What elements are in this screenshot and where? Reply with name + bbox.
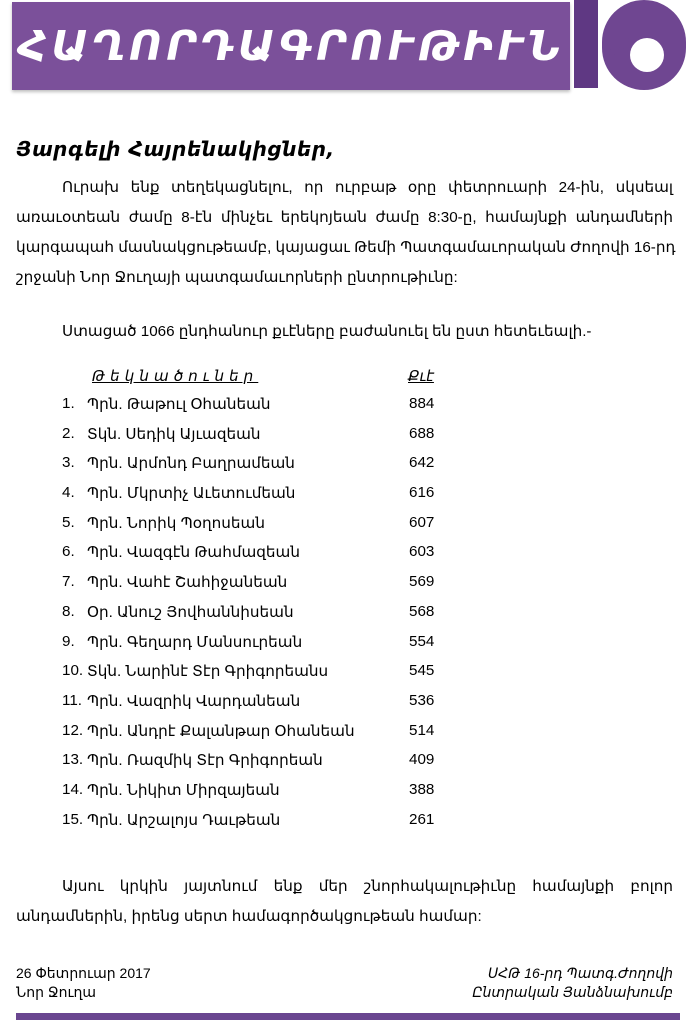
- candidate-name: Պրն. Նիկիտ Միրզայեան: [87, 781, 280, 799]
- row-number: 12.: [62, 721, 84, 739]
- footer-signature: [472, 964, 673, 1002]
- thanks-paragraph: [16, 872, 673, 932]
- row-number: 7.: [62, 573, 75, 591]
- vote-count: 603: [409, 543, 435, 561]
- results-table: [62, 365, 482, 840]
- vote-count: 616: [409, 484, 435, 502]
- results-table-header: [62, 365, 482, 395]
- check-mark-icon: [604, 36, 630, 64]
- row-number: 13.: [62, 751, 84, 769]
- row-number: 5.: [62, 513, 75, 531]
- footer-place: Նոր Ջուղա: [16, 984, 97, 1000]
- paragraph-line: անդամներին, իրենց սերտ համագործակցութեան համար:: [16, 908, 482, 925]
- candidate-name: Պրն. Նորիկ Պօղոսեան: [87, 514, 265, 532]
- candidate-name: Պրն. Վահէ Շահիջանեան: [87, 574, 288, 592]
- table-row: [62, 781, 482, 811]
- vote-count: 409: [409, 751, 435, 769]
- footer-org-line1: ՍՀԹ 16-րդ Պատգ.Ժողովի: [488, 965, 673, 981]
- row-number: 14.: [62, 780, 84, 798]
- issue-number-logo: [574, 0, 692, 94]
- table-row: [62, 811, 482, 841]
- vote-count: 545: [409, 662, 435, 680]
- row-number: 15.: [62, 810, 84, 828]
- row-number: 3.: [62, 454, 75, 472]
- votes-column-header: Քւէ: [408, 368, 434, 385]
- vote-count: 261: [409, 810, 435, 828]
- candidate-name: Պրն. Մկրտիչ Աւետումեան: [87, 485, 296, 503]
- paragraph-line: կարգապահ մասնակցութեամբ, կայացաւ Թեմի Պատգամաւորական Ժողովի 16-րդ: [16, 239, 676, 256]
- footer-date-place: [16, 964, 151, 1002]
- vote-total-intro: Ստացած 1066 ընդհանուր քւէները բաժանուել են ըստ հետեւեալի.-: [62, 323, 592, 340]
- row-number: 10.: [62, 662, 84, 680]
- table-row: [62, 425, 482, 455]
- row-number: 4.: [62, 484, 75, 502]
- vote-count: 642: [409, 454, 435, 472]
- vote-count: 514: [409, 721, 435, 739]
- greeting-heading: Յարգելի Հայրենակիցներ,: [16, 137, 335, 161]
- candidate-name: Պրն. Արշալոյս Դաւթեան: [87, 811, 281, 829]
- vote-count: 569: [409, 573, 435, 591]
- candidate-name: Պրն. Անդրէ Քալանթար Օհանեան: [87, 722, 355, 740]
- candidate-name: Պրն. Վազգէն Թահմազեան: [87, 544, 300, 562]
- newsletter-title: ՀԱՂՈՐԴԱԳՐՈՒԹԻՒՆ: [17, 22, 565, 70]
- row-number: 2.: [62, 424, 75, 442]
- table-row: [62, 514, 482, 544]
- row-number: 8.: [62, 602, 75, 620]
- issue-digit-one: [574, 0, 598, 88]
- candidate-name: Պրն. Արմոնդ Բաղրամեան: [87, 455, 295, 473]
- row-number: 1.: [62, 395, 75, 412]
- table-row: [62, 395, 482, 425]
- table-row: [62, 662, 482, 692]
- paragraph-line: շրջանի Նոր Ջուղայի պատգամաւորների ընտրութիւնը:: [16, 269, 458, 286]
- row-number: 11.: [62, 691, 82, 709]
- paragraph-line: Ուրախ ենք տեղեկացնելու, որ ուրբաթ օրը փետրուարի 24-ին, սկսեալ: [62, 179, 673, 196]
- paragraph-line: Այսու կրկին յայտնում ենք մեր շնորհակալութիւնը համայնքի բոլոր: [62, 878, 673, 895]
- row-number: 9.: [62, 632, 75, 650]
- table-row: [62, 484, 482, 514]
- table-row: [62, 454, 482, 484]
- table-row: [62, 751, 482, 781]
- table-row: [62, 543, 482, 573]
- candidate-name: Օր. Անուշ Յովհաննիսեան: [87, 603, 294, 621]
- table-row: [62, 573, 482, 603]
- candidate-name: Տկն. Նարինէ Տէր Գրիգորեանս: [87, 663, 329, 681]
- candidate-name: Պրն. Ռազմիկ Տէր Գրիգորեան: [87, 752, 323, 770]
- table-row: [62, 692, 482, 722]
- announcement-paragraph: [16, 173, 676, 293]
- header-banner: [12, 2, 570, 90]
- candidate-name: Պրն. Վազրիկ Վարդանեան: [87, 692, 301, 710]
- vote-count: 884: [409, 395, 435, 412]
- vote-count: 688: [409, 424, 435, 442]
- results-table-body: [62, 395, 482, 840]
- footer-org-line2: Ընտրական Յանձնախումբ: [472, 984, 673, 1000]
- candidate-name: Տկն. Սեդիկ Այւազեան: [87, 425, 261, 443]
- vote-count: 607: [409, 513, 435, 531]
- vote-count: 536: [409, 691, 435, 709]
- footer-date: 26 Փետրուար 2017: [16, 965, 151, 981]
- candidates-column-header: Թեկնածուներ: [92, 368, 259, 385]
- footer-divider: [16, 1013, 680, 1020]
- vote-count: 568: [409, 602, 435, 620]
- paragraph-line: առաւօտեան ժամը 8-էն մինչեւ երեկոյեան ժամը 8:30-ը, համայնքի անդամների: [16, 209, 673, 226]
- candidate-name: Պրն. Գեղարդ Մանսուրեան: [87, 633, 303, 651]
- table-row: [62, 722, 482, 752]
- row-number: 6.: [62, 543, 75, 561]
- table-row: [62, 633, 482, 663]
- candidate-name: Պրն. Թաթուլ Օհանեան: [87, 396, 271, 413]
- table-row: [62, 603, 482, 633]
- vote-count: 388: [409, 780, 435, 798]
- vote-count: 554: [409, 632, 435, 650]
